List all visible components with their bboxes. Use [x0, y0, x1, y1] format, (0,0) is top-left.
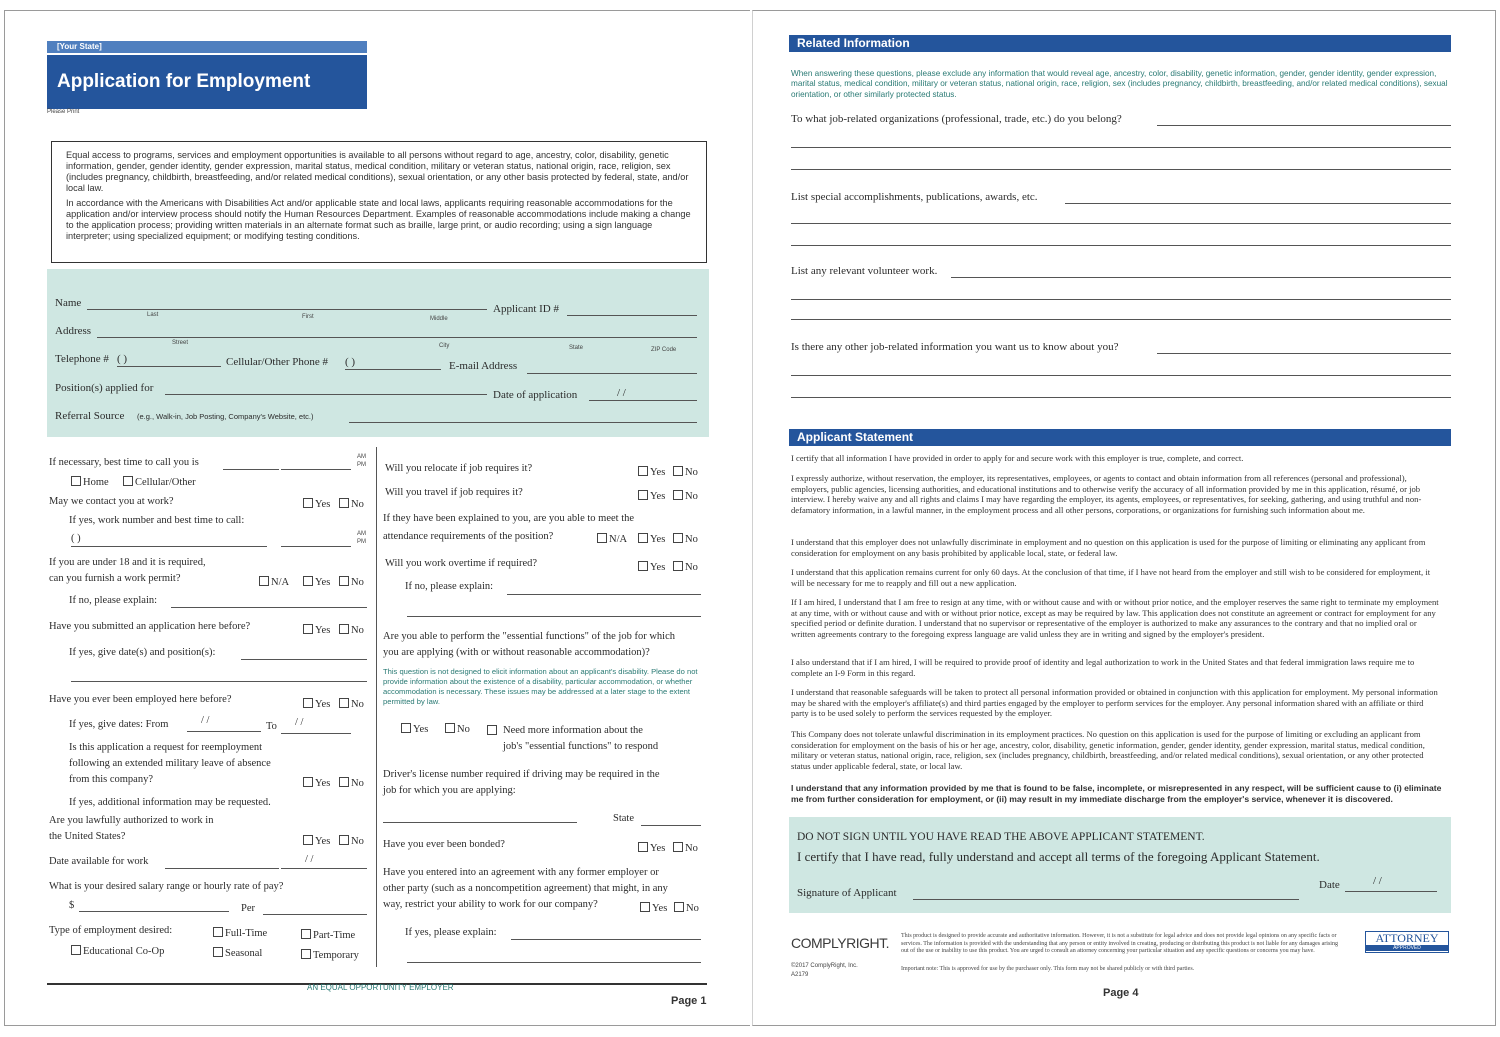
am-label: AM	[357, 454, 366, 460]
checkbox[interactable]	[213, 947, 223, 957]
essential-no[interactable]	[445, 723, 470, 735]
contact-work-label: May we contact you at work?	[49, 496, 174, 507]
checkbox[interactable]	[301, 949, 311, 959]
form-title: Application for Employment	[47, 55, 367, 109]
overtime-no[interactable]	[673, 561, 698, 573]
dates-positions-field-2[interactable]	[71, 681, 367, 682]
need-more-line-1: Need more information about the	[503, 725, 643, 736]
address-field[interactable]	[97, 337, 697, 338]
from-date-field[interactable]	[187, 731, 261, 732]
yes-label: Yes	[315, 699, 331, 710]
do-not-sign-notice: DO NOT SIGN UNTIL YOU HAVE READ THE ABOVE APPLICANT STATEMENT.	[797, 831, 1205, 843]
travel-yes[interactable]	[638, 490, 665, 502]
bonded-no[interactable]	[673, 842, 698, 854]
applicant-statement-header: Applicant Statement	[789, 429, 1451, 446]
contact-work-no[interactable]	[339, 498, 364, 510]
work-number-field[interactable]	[71, 546, 267, 547]
checkbox[interactable]	[673, 561, 683, 571]
work-permit-explain-label: If no, please explain:	[69, 595, 158, 606]
submitted-before-label: Have you submitted an application here before?	[49, 621, 251, 632]
na-label: N/A	[271, 577, 290, 588]
attendance-line-1: If they have been explained to you, are you able to meet the	[383, 513, 635, 524]
statement-paragraph-7: I understand that reasonable safeguards will be taken to protect all personal information provided or obtained in conjunction with this application for employment. My personal information may be shared with the employer's affiliate(s) and third parties engaged by the employer to perform services for the employer. Any personal information shared with an affiliate or third party is to be used solely to perform the services requested by the employer.	[791, 687, 1438, 719]
accomplishments-question: List special accomplishments, publications, awards, etc.	[791, 191, 1038, 203]
additional-info-note: If yes, additional information may be requested.	[69, 797, 271, 808]
coop-label: Educational Co-Op	[83, 946, 165, 957]
copyright: ©2017 ComplyRight, Inc.	[791, 963, 858, 969]
cellular-option[interactable]	[123, 476, 196, 488]
yes-label: Yes	[652, 903, 668, 914]
no-label: No	[685, 491, 698, 502]
attendance-na[interactable]	[597, 533, 627, 545]
essential-line-2: you are applying (with or without reasonable accommodation)?	[383, 647, 650, 658]
volunteer-field[interactable]	[951, 277, 1451, 278]
statement-paragraph-1: I certify that all information I have provided in order to apply for and secure work with this employer is true, complete, and correct.	[791, 453, 1244, 463]
attendance-yes[interactable]	[638, 533, 665, 545]
checkbox[interactable]	[301, 929, 311, 939]
no-label: No	[351, 577, 364, 588]
pm-label: PM	[357, 539, 366, 545]
authorized-line-2: the United States?	[49, 831, 126, 842]
statement-paragraph-2: I expressly authorize, without reservation, the employer, its representatives, employees, or agents to contact and obtain information from all references (personal and professional), employers, public agencies, licensing authorities, and educational institutions and to otherwise verify the accuracy of all information provided by me in this application, résumé, or job interview. I hereby waive any and all rights and claims I may have regarding the employer, its agents, employees, or representatives, for seeking, gathering, and using truthful and non-defamatory information, in a lawful manner, in the employment process and all other persons, corporations, or organizations for furnishing such information about me.	[791, 473, 1422, 515]
checkbox[interactable]	[673, 842, 683, 852]
signature-label: Signature of Applicant	[797, 887, 897, 899]
yes-label: Yes	[650, 491, 666, 502]
cellular-label: Cellular/Other Phone #	[226, 356, 329, 368]
referral-field[interactable]	[349, 422, 697, 423]
date-available-slashes: / /	[305, 854, 314, 865]
license-state-field[interactable]	[641, 825, 701, 826]
telephone-field[interactable]	[117, 366, 221, 367]
statement-paragraph-3: I understand that this employer does not unlawfully discriminate in employment and no question on this application is used for the purpose of limiting or eliminating any applicant from consideration for employment on any basis prohibited by applicable local, state, or federal law.	[791, 537, 1426, 558]
checkbox[interactable]	[401, 723, 411, 733]
email-field[interactable]	[527, 373, 697, 374]
submitted-before-yes[interactable]	[303, 624, 330, 636]
last-caption: Last	[147, 312, 159, 318]
agreement-no[interactable]	[674, 902, 699, 914]
please-print: Please Print	[47, 109, 80, 115]
seasonal-option[interactable]	[213, 947, 262, 959]
name-field[interactable]	[87, 309, 487, 310]
state-tab: [Your State]	[47, 41, 367, 53]
no-label: No	[351, 625, 364, 636]
attendance-line-2: attendance requirements of the position?	[383, 531, 554, 542]
full-time-label: Full-Time	[225, 928, 268, 939]
checkbox[interactable]	[259, 576, 269, 586]
eeo-paragraph-1: Equal access to programs, services and employment opportunities is available to all persons without regard to age, ancestry, color, disability, genetic information, gender, gender identity, gender expression, marital status, medical condition, military or veteran status, national origin, race, religion, sex (includes pregnancy, childbirth, breastfeeding, and/or related medical conditions), sexual orientation, or any other basis protected by federal, state, and/or local law.	[66, 150, 689, 193]
sign-date-label: Date	[1319, 879, 1340, 891]
overtime-explain-label: If no, please explain:	[405, 581, 494, 592]
work-permit-explain-field[interactable]	[171, 607, 367, 608]
accomplishments-field-3[interactable]	[791, 245, 1451, 246]
home-label: Home	[83, 477, 109, 488]
work-time-field[interactable]	[281, 546, 351, 547]
employed-before-label: Have you ever been employed here before?	[49, 694, 232, 705]
salary-label: What is your desired salary range or hourly rate of pay?	[49, 881, 284, 892]
to-date-slashes: / /	[295, 717, 304, 728]
yes-label: Yes	[413, 724, 429, 735]
per-field[interactable]	[263, 914, 367, 915]
date-of-application-label: Date of application	[493, 389, 578, 401]
referral-label: Referral Source	[55, 410, 125, 422]
volunteer-question: List any relevant volunteer work.	[791, 265, 938, 277]
seasonal-label: Seasonal	[225, 948, 263, 959]
position-field[interactable]	[165, 394, 487, 395]
no-label: No	[457, 724, 470, 735]
home-checkbox[interactable]	[71, 476, 81, 486]
related-information-header: Related Information	[789, 35, 1451, 52]
badge-sub: APPROVED	[1366, 945, 1448, 951]
yes-label: Yes	[650, 843, 666, 854]
date-of-application-field[interactable]	[589, 400, 697, 401]
yes-label: Yes	[315, 836, 331, 847]
referral-examples: (e.g., Walk-in, Job Posting, Company's Website, etc.)	[137, 412, 314, 421]
part-time-label: Part-Time	[313, 930, 356, 941]
organizations-field-3[interactable]	[791, 169, 1451, 170]
statement-paragraph-6: I also understand that if I am hired, I will be required to provide proof of identity and legal authorization to work in the United States and that federal immigration laws require me to complete an I-9 Form in this regard.	[791, 657, 1415, 678]
authorized-yes[interactable]	[303, 835, 330, 847]
accomplishments-field-2[interactable]	[791, 223, 1451, 224]
license-state-label: State	[613, 813, 634, 824]
first-caption: First	[302, 314, 314, 320]
complyright-logo: COMPLYRIGHT.	[791, 935, 889, 951]
checkbox[interactable]	[339, 698, 349, 708]
from-date-slashes: / /	[201, 715, 210, 726]
no-label: No	[351, 836, 364, 847]
volunteer-field-3[interactable]	[791, 319, 1451, 320]
license-line-2: job for which you are applying:	[383, 785, 516, 796]
pm-label: PM	[357, 462, 366, 468]
relocate-no[interactable]	[673, 466, 698, 478]
employed-before-yes[interactable]	[303, 698, 330, 710]
authorized-no[interactable]	[339, 835, 364, 847]
cellular-area-code: ( )	[345, 356, 356, 368]
bonded-label: Have you ever been bonded?	[383, 839, 505, 850]
temporary-option[interactable]	[301, 949, 359, 961]
best-time-field[interactable]	[281, 469, 351, 470]
essential-yes[interactable]	[401, 723, 428, 735]
eeo-notice-box	[51, 141, 707, 263]
checkbox[interactable]	[303, 777, 313, 787]
date-available-label: Date available for work	[49, 856, 149, 867]
form-code: A2179	[791, 972, 809, 978]
overtime-explain-field[interactable]	[507, 594, 701, 595]
checkbox[interactable]	[303, 698, 313, 708]
reemployment-no[interactable]	[339, 777, 364, 789]
overtime-label: Will you work overtime if required?	[385, 558, 538, 569]
checkbox[interactable]	[339, 498, 349, 508]
page-number: Page 4	[1103, 987, 1139, 999]
city-caption: City	[439, 343, 450, 349]
reemployment-line-2: following an extended military leave of absence	[69, 758, 271, 769]
cellular-field[interactable]	[345, 369, 441, 370]
personal-info-panel	[47, 269, 709, 437]
checkbox[interactable]	[638, 842, 648, 852]
eeo-paragraph-2: In accordance with the Americans with Disabilities Act and/or applicable state and local laws, applicants requiring reasonable accommodations for the application and/or interview process should notify the Human Resources Department. Examples of reasonable accommodations include making a change to the application process; providing written materials in an alternate format such as braille, large print, or audio recording; using a sign language interpreter; using specialized equipment; or modifying testing conditions.	[66, 198, 691, 241]
dates-positions-label: If yes, give date(s) and position(s):	[69, 647, 216, 658]
disability-note: This question is not designed to elicit information about an applicant's disability. Please do not provide information about the existence of a disability, particular accommodation, or whether accommodation is necessary. These issues may be addressed at a later stage to the extent permitted by law.	[383, 667, 698, 706]
best-time-dots	[223, 469, 279, 470]
column-divider	[376, 447, 377, 967]
need-more-checkbox[interactable]	[487, 725, 499, 737]
attorney-approved-badge	[1365, 931, 1449, 953]
na-label: N/A	[609, 534, 628, 545]
organizations-field-2[interactable]	[791, 147, 1451, 148]
checkbox[interactable]	[339, 777, 349, 787]
authorized-line-1: Are you lawfully authorized to work in	[49, 815, 214, 826]
no-label: No	[351, 699, 364, 710]
zip-caption: ZIP Code	[651, 347, 677, 353]
employed-before-no[interactable]	[339, 698, 364, 710]
bonded-yes[interactable]	[638, 842, 665, 854]
salary-field[interactable]	[79, 911, 229, 912]
other-info-question: Is there any other job-related information you want us to know about you?	[791, 341, 1119, 353]
checkbox[interactable]	[303, 624, 313, 634]
page-4	[752, 10, 1496, 1026]
telephone-area-code: ( )	[117, 353, 128, 365]
travel-no[interactable]	[673, 490, 698, 502]
other-info-field-2[interactable]	[791, 375, 1451, 376]
agreement-explain-label: If yes, please explain:	[405, 927, 497, 938]
checkbox[interactable]	[673, 466, 683, 476]
per-label: Per	[241, 903, 255, 914]
checkbox[interactable]	[638, 561, 648, 571]
checkbox[interactable]	[638, 490, 648, 500]
accomplishments-field[interactable]	[1065, 203, 1451, 204]
to-date-field[interactable]	[281, 733, 351, 734]
reemployment-line-3: from this company?	[69, 774, 153, 785]
checkbox[interactable]	[213, 927, 223, 937]
overtime-yes[interactable]	[638, 561, 665, 573]
relocate-yes[interactable]	[638, 466, 665, 478]
part-time-option[interactable]	[301, 929, 355, 941]
yes-label: Yes	[315, 625, 331, 636]
address-label: Address	[55, 325, 92, 337]
checkbox[interactable]	[339, 576, 349, 586]
telephone-label: Telephone #	[55, 353, 109, 365]
full-time-option[interactable]	[213, 927, 267, 939]
date-of-application-slashes: / /	[617, 387, 626, 399]
position-label: Position(s) applied for	[55, 382, 154, 394]
agreement-yes[interactable]	[640, 902, 667, 914]
middle-caption: Middle	[430, 316, 448, 322]
important-note: Important note: This is approved for use by the purchaser only. This form may not be shared publicly or with third parties.	[901, 966, 1195, 972]
cellular-other-label: Cellular/Other	[135, 477, 196, 488]
contact-work-yes[interactable]	[303, 498, 330, 510]
applicant-id-label: Applicant ID #	[493, 303, 559, 315]
dollar-sign: $	[69, 900, 75, 911]
need-more-line-2: job's "essential functions" to respond	[503, 741, 659, 752]
sign-date-slashes: / /	[1373, 875, 1382, 887]
checkbox[interactable]	[303, 835, 313, 845]
checkbox[interactable]	[673, 533, 683, 543]
certify-text: I certify that I have read, fully understand and accept all terms of the foregoing Applicant Statement.	[797, 849, 1320, 864]
no-label: No	[685, 534, 698, 545]
signature-field[interactable]	[913, 899, 1299, 900]
statement-false-info: I understand that any information provided by me that is found to be false, incomplete, or misrepresented in any respect, will be sufficient cause to (i) eliminate me from further consideration for employment, or (ii) may result in my immediate discharge from the employer's service, whenever it is discovered.	[791, 783, 1442, 804]
no-label: No	[685, 467, 698, 478]
eoe-footer: AN EQUAL OPPORTUNITY EMPLOYER	[307, 983, 454, 992]
no-label: No	[351, 499, 364, 510]
yes-label: Yes	[315, 778, 331, 789]
applicant-id-field[interactable]	[567, 315, 697, 316]
attendance-no[interactable]	[673, 533, 698, 545]
checkbox[interactable]	[597, 533, 607, 543]
checkbox[interactable]	[640, 902, 650, 912]
checkbox[interactable]	[487, 725, 497, 735]
submitted-before-no[interactable]	[339, 624, 364, 636]
work-number-label: If yes, work number and best time to call:	[69, 515, 245, 526]
license-number-field[interactable]	[383, 822, 577, 823]
disclaimer: This product is designed to provide accurate and authoritative information. However, it is not a substitute for legal advice and does not provide legal opinions on any specific facts or services. The information is provided with the understanding that any person or entity involved in creating, producing or distributing this product is not liable for any damages arising out of the use or inability to use this product. You are urged to consult an attorney concerning your particular situation and any specific questions or concerns you may have.	[901, 933, 1338, 954]
travel-label: Will you travel if job requires it?	[385, 487, 523, 498]
type-desired-label: Type of employment desired:	[49, 925, 173, 936]
overtime-explain-field-2[interactable]	[407, 616, 701, 617]
organizations-question: To what job-related organizations (professional, trade, etc.) do you belong?	[791, 113, 1122, 125]
street-caption: Street	[172, 340, 189, 346]
related-intro: When answering these questions, please exclude any information that would reveal age, ancestry, color, disability, genetic information, gender, gender identity, gender expression, marital status, medical condition, military or veteran status, national origin, race, religion, sex (includes pregnancy, childbirth, breastfeeding, and/or related medical conditions), sexual orientation, or other similarly protected status.	[791, 69, 1448, 99]
work-permit-yes[interactable]	[303, 576, 330, 588]
dates-positions-field[interactable]	[241, 659, 367, 660]
work-number-area-code: ( )	[71, 533, 81, 544]
statement-paragraph-5: If I am hired, I understand that I am free to resign at any time, with or without cause and with or without prior notice, and the employer reserves the same right to terminate my employment at any time, with or without cause and with or without prior notice, except as may be required by law. This application does not constitute an agreement or contract for employment for any specified period or definite duration. I understand that no supervisor or representative of the employer is authorized to make any assurances to the contrary and that no implied oral or written agreements contrary to the foregoing express language are valid unless they are in writing and signed by the employer's president.	[791, 597, 1439, 639]
sign-date-field[interactable]	[1345, 891, 1437, 892]
reemployment-line-1: Is this application a request for reemployment	[69, 742, 263, 753]
yes-label: Yes	[315, 577, 331, 588]
checkbox[interactable]	[339, 835, 349, 845]
checkbox[interactable]	[638, 533, 648, 543]
statement-paragraph-8: This Company does not tolerate unlawful discrimination in its employment practices. No question on this application is used for the purpose of limiting or excluding an applicant from consideration for employment on the basis of his or her age, ancestry, color, disability, genetic information, gender, gender identity, gender expression, marital status, medical condition, military or veteran status, national origin, race, religion, sex (includes pregnancy, childbirth, breastfeeding, and/or related medical conditions), sexual orientation, or any other protected status under applicable federal, state, or local law.	[791, 729, 1425, 771]
checkbox[interactable]	[303, 576, 313, 586]
no-label: No	[351, 778, 364, 789]
yes-label: Yes	[650, 534, 666, 545]
to-label: To	[266, 721, 277, 732]
checkbox[interactable]	[339, 624, 349, 634]
date-available-field[interactable]	[281, 868, 367, 869]
work-permit-no[interactable]	[339, 576, 364, 588]
am-label: AM	[357, 531, 366, 537]
cellular-checkbox[interactable]	[123, 476, 133, 486]
agreement-line-3: way, restrict your ability to work for our company?	[383, 899, 598, 910]
badge-main: ATTORNEY	[1375, 931, 1439, 945]
best-time-label: If necessary, best time to call you is	[49, 457, 199, 468]
checkbox[interactable]	[638, 466, 648, 476]
organizations-field[interactable]	[1157, 125, 1451, 126]
other-info-field[interactable]	[1157, 353, 1451, 354]
statement-paragraph-4: I understand that this application remains current for only 60 days. At the conclusion of that time, if I have not heard from the employer and still wish to be considered for employment, it will be necessary for me to reapply and fill out a new application.	[791, 567, 1431, 588]
relocate-label: Will you relocate if job requires it?	[385, 463, 533, 474]
checkbox[interactable]	[303, 498, 313, 508]
volunteer-field-2[interactable]	[791, 299, 1451, 300]
state-caption: State	[569, 345, 584, 351]
coop-option[interactable]	[71, 945, 164, 957]
temporary-label: Temporary	[313, 950, 359, 961]
checkbox[interactable]	[445, 723, 455, 733]
page-number: Page 1	[671, 995, 707, 1007]
no-label: No	[686, 903, 699, 914]
checkbox[interactable]	[673, 490, 683, 500]
yes-label: Yes	[650, 467, 666, 478]
date-available-dots	[165, 868, 279, 869]
under-18-label: If you are under 18 and it is required,	[49, 557, 206, 568]
signature-panel	[789, 817, 1451, 913]
reemployment-yes[interactable]	[303, 777, 330, 789]
yes-label: Yes	[315, 499, 331, 510]
no-label: No	[685, 562, 698, 573]
agreement-line-2: other party (such as a noncompetition agreement) that might, in any	[383, 883, 668, 894]
agreement-explain-field-2[interactable]	[407, 962, 701, 963]
work-permit-label: can you furnish a work permit?	[49, 573, 181, 584]
agreement-explain-field[interactable]	[511, 939, 701, 940]
name-label: Name	[55, 297, 82, 309]
email-label: E-mail Address	[449, 360, 518, 372]
no-label: No	[685, 843, 698, 854]
agreement-line-1: Have you entered into an agreement with any former employer or	[383, 867, 659, 878]
yes-label: Yes	[650, 562, 666, 573]
license-line-1: Driver's license number required if driving may be required in the	[383, 769, 660, 780]
give-dates-label: If yes, give dates: From	[69, 719, 169, 730]
work-permit-na[interactable]	[259, 576, 289, 588]
checkbox[interactable]	[674, 902, 684, 912]
checkbox[interactable]	[71, 945, 81, 955]
other-info-field-3[interactable]	[791, 397, 1451, 398]
home-option[interactable]	[71, 476, 109, 488]
essential-line-1: Are you able to perform the "essential functions" of the job for which	[383, 631, 675, 642]
page-1	[4, 10, 750, 1026]
